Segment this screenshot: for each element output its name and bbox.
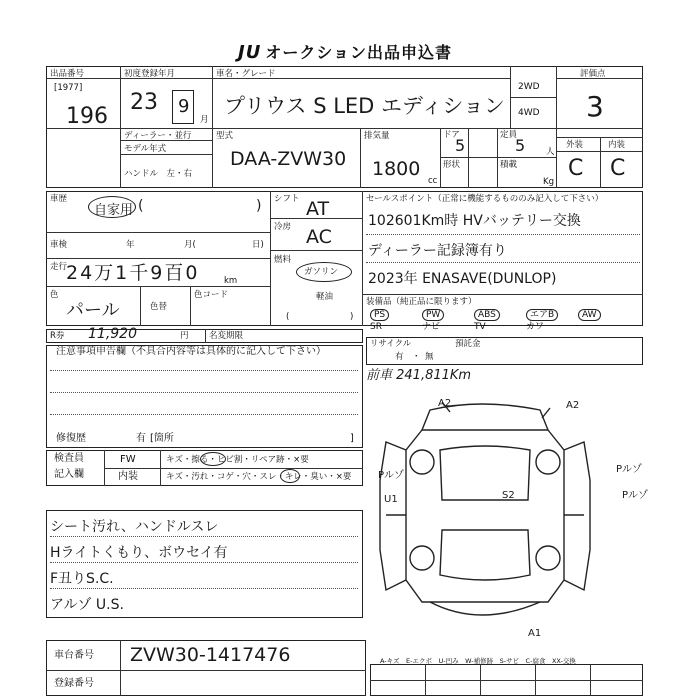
color-code-label: 色コード [194,290,229,300]
plate-label: 登録番号 [54,678,94,689]
r-ticket-value: 11,920 [88,326,137,342]
drive-2wd: 2WD [518,82,540,92]
shape-label: 形状 [443,160,461,170]
remark-line2: Hライトくもり、ボウセイ有 [50,545,228,561]
interior-value: C [610,156,626,181]
cooling-value: AC [306,226,332,248]
equipment-item: SR [370,322,382,332]
fuel-value: ガソリン [304,267,339,277]
car-damage-diagram [370,390,650,640]
equipment-item: AW [578,309,601,321]
mileage-value: 24万1千9百0 [66,262,200,284]
remark-line4: アルゾ U.S. [50,597,124,613]
vin-value: ZVW30-1417476 [130,644,291,666]
diagram-a2: A2 [566,400,580,411]
cooling-label: 冷房 [274,222,292,232]
registration-label: 初度登録年月 [124,69,176,79]
doors-label: ドア [443,130,460,140]
displacement-label: 排気量 [364,131,390,141]
registration-month: 9 [178,96,190,117]
equipment-item: ABS [474,309,500,321]
repair-label: 修復歴 [56,433,86,444]
lot-sub: [1977] [54,83,83,93]
vin-label: 車台番号 [54,650,94,661]
doors-value: 5 [455,136,466,155]
equipment-item: エアB [526,309,558,321]
color-change-label: 色替 [150,302,168,312]
model-type-label: 型式 [216,131,234,141]
equipment-label: 装備品（純正品に限ります） [366,297,477,307]
sales-line3: 2023年 ENASAVE(DUNLOP) [368,271,557,287]
sales-label: セールスポイント（正常に機能するもののみ記入して下さい） [366,194,604,204]
lot-label: 出品番号 [50,69,85,79]
model-type-value: DAA-ZVW30 [230,148,347,170]
inspection-label: 車検 [50,240,68,250]
sales-line1: 102601Km時 HVバッテリー交換 [368,213,581,229]
entry-label: 記入欄 [54,469,84,480]
fw-items: キズ・擦る・ヒビ割・リペア跡・×要 [166,455,309,465]
form-title: JU オークション出品申込書 [238,42,453,63]
ju-logo: JU [238,42,262,63]
recycle-label: リサイクル [370,339,412,349]
notes-label: 注意事項申告欄（不具合内容等は具体的に記入して下さい） [56,346,326,357]
equipment-item: PW [422,309,444,321]
cargo-label: 積載 [500,160,518,170]
model-year-label: モデル年式 [124,144,167,154]
drive-4wd: 4WD [518,108,540,118]
equipment-item: カワ [526,322,545,332]
color-value: パール [66,300,120,321]
lot-number: 196 [66,104,108,129]
r-ticket-label: R券 [50,331,65,341]
diagram-p-left: Pルゾ [378,470,405,481]
damage-legend: A-キズ E-エクボ U-凹み W-補修跡 S-サビ C-腐食 XX-交換 [380,657,576,665]
history-value: 自家用 [94,203,134,218]
name-change-label: 名変期限 [209,331,244,341]
diagram-a2-top: A2 [438,398,452,409]
fuel-sub: 軽油 [316,292,334,302]
handle-label: ハンドル 左・右 [124,169,193,179]
inspector-label: 検査員 [54,453,84,464]
car-name-value: プリウス S LED エディション [224,94,505,118]
dealer-label: ディーラー・並行 [124,131,192,141]
registration-year: 23 [130,90,158,115]
displacement-value: 1800 [372,158,421,180]
diagram-p-right: Pルゾ [616,464,643,475]
fuel-label: 燃料 [274,255,292,265]
diagram-p-right2: Pルゾ [622,490,649,501]
notes-block [46,345,363,448]
exterior-value: C [568,156,584,181]
mileage-label: 走行 [50,262,68,272]
rating-label: 評価点 [580,69,606,79]
remark-line1: シート汚れ、ハンドルスレ [50,519,219,535]
remark-line3: F丑りS.C. [50,571,114,587]
exterior-label: 外装 [566,140,584,150]
interior-label: 内装 [608,140,626,150]
equipment-item: TV [474,322,486,332]
capacity-value: 5 [515,136,526,155]
diagram-a1: A1 [528,628,542,639]
diagram-u1: U1 [384,494,398,505]
interior-items: キズ・汚れ・コゲ・穴・スレ・キレ・臭い・×要 [166,472,352,482]
sales-line2: ディーラー記録簿有り [368,243,507,259]
car-name-label: 車名・グレード [216,69,276,79]
capacity-label: 定員 [500,130,518,140]
equipment-item: ナビ [422,322,441,332]
deposit-label: 預託金 [455,339,481,349]
previous-mileage-note: 前車 241,811Km [366,368,472,383]
history-label: 車歴 [50,194,68,204]
shift-label: シフト [274,194,300,204]
rating-value: 3 [586,90,604,123]
diagram-s2: S2 [502,490,515,501]
color-label: 色 [50,290,59,300]
equipment-item: PS [370,309,389,321]
shift-value: AT [306,198,330,220]
